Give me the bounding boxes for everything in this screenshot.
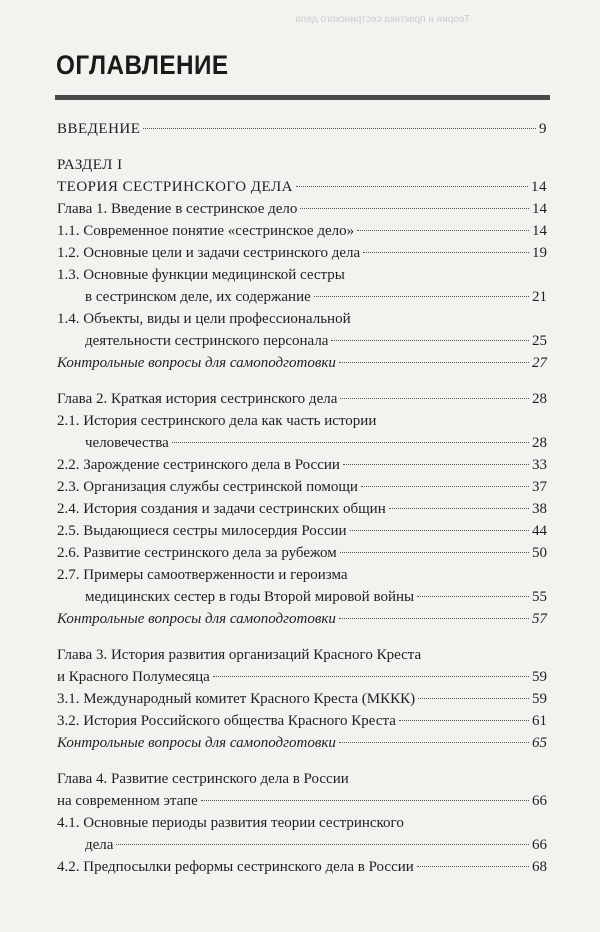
toc-entry-1-1 xyxy=(57,220,547,242)
chapter-title: Глава 1. Введение в сестринское дело xyxy=(57,201,298,217)
toc-entry-1-4-line1: 1.4. Объекты, виды и цели профессиональной xyxy=(57,311,351,327)
toc-leader xyxy=(350,530,529,531)
toc-entry-2-1-line1: 2.1. История сестринского дела как часть истории xyxy=(57,413,377,429)
toc-entry-ch3-questions xyxy=(57,732,547,754)
chapter-title: и Красного Полумесяца xyxy=(57,669,210,685)
toc-leader xyxy=(201,800,529,801)
toc-entry-4-1-line1: 4.1. Основные периоды развития теории сестринского xyxy=(57,815,404,831)
toc-page-number: 66 xyxy=(532,793,547,809)
toc-entry-title: 2.4. История создания и задачи сестринских общин xyxy=(57,501,386,517)
toc-entry-title: ВВЕДЕНИЕ xyxy=(57,121,141,137)
toc-entry-title: 2.5. Выдающиеся сестры милосердия России xyxy=(57,523,347,539)
toc-leader xyxy=(389,508,529,509)
toc-entry-chapter2 xyxy=(57,388,547,410)
toc-page-number: 44 xyxy=(532,523,547,539)
toc-entry-intro xyxy=(57,118,547,140)
toc-page-number: 19 xyxy=(532,245,547,261)
toc-entry-2-1 xyxy=(57,432,547,454)
chapter-title: на современном этапе xyxy=(57,793,198,809)
toc-entry-4-2 xyxy=(57,856,547,878)
section-title: ТЕОРИЯ СЕСТРИНСКОГО ДЕЛА xyxy=(57,179,293,195)
toc-entry-2-7 xyxy=(57,586,547,608)
toc-page-number: 65 xyxy=(532,735,547,751)
toc-leader xyxy=(343,464,529,465)
toc-leader xyxy=(339,742,529,743)
toc-leader xyxy=(361,486,529,487)
toc-leader xyxy=(143,128,536,129)
toc-entry-title: 2.2. Зарождение сестринского дела в России xyxy=(57,457,340,473)
toc-entry-title: 4.2. Предпосылки реформы сестринского дела в России xyxy=(57,859,414,875)
toc-entry-title: 1.1. Современное понятие «сестринское дело» xyxy=(57,223,355,239)
toc-leader xyxy=(417,866,529,867)
toc-entry-title: Контрольные вопросы для самоподготовки xyxy=(57,735,336,751)
toc-entry-title: дела xyxy=(85,837,114,853)
toc-entry-title: 1.2. Основные цели и задачи сестринского дела xyxy=(57,245,361,261)
toc-page-number: 68 xyxy=(532,859,547,875)
toc-page-number: 14 xyxy=(532,223,547,239)
chapter4-title-line1: Глава 4. Развитие сестринского дела в России xyxy=(57,771,349,787)
running-head: Теория и практика сестринского дела xyxy=(295,14,470,25)
toc-page-number: 27 xyxy=(532,355,547,371)
toc-entry-chapter4 xyxy=(57,790,547,812)
toc-entry-2-7-line1: 2.7. Примеры самоотверженности и героизма xyxy=(57,567,348,583)
toc-leader xyxy=(172,442,529,443)
toc-page-number: 25 xyxy=(532,333,547,349)
toc-entry-1-3 xyxy=(57,286,547,308)
toc-page-number: 57 xyxy=(532,611,547,627)
chapter3-title-line1: Глава 3. История развития организаций Красного Креста xyxy=(57,647,422,663)
toc-leader xyxy=(339,618,529,619)
toc-entry-4-1 xyxy=(57,834,547,856)
title-rule xyxy=(55,95,550,100)
toc-page-number: 14 xyxy=(532,201,547,217)
chapter-title: Глава 2. Краткая история сестринского дела xyxy=(57,391,338,407)
toc-entry-title: 2.6. Развитие сестринского дела за рубежом xyxy=(57,545,337,561)
toc-entry-2-5 xyxy=(57,520,547,542)
toc-entry-2-4 xyxy=(57,498,547,520)
toc-leader xyxy=(357,230,529,231)
toc-entry-1-3-line1: 1.3. Основные функции медицинской сестры xyxy=(57,267,345,283)
toc-entry-3-2 xyxy=(57,710,547,732)
toc-entry-section1 xyxy=(57,176,547,198)
toc-entry-title: Контрольные вопросы для самоподготовки xyxy=(57,611,336,627)
toc-entry-3-1 xyxy=(57,688,547,710)
toc-page-number: 59 xyxy=(532,691,547,707)
toc-page-number: 50 xyxy=(532,545,547,561)
section-label: РАЗДЕЛ I xyxy=(57,157,123,173)
toc-leader xyxy=(340,552,529,553)
toc-entry-2-6 xyxy=(57,542,547,564)
toc-entry-chapter3 xyxy=(57,666,547,688)
toc-leader xyxy=(340,398,529,399)
toc-page-number: 21 xyxy=(532,289,547,305)
toc-page-number: 9 xyxy=(539,121,547,137)
toc-entry-title: 3.2. История Российского общества Красного Креста xyxy=(57,713,396,729)
table-of-contents xyxy=(57,118,547,878)
toc-entry-ch1-questions xyxy=(57,352,547,374)
toc-leader xyxy=(314,296,529,297)
toc-entry-ch2-questions xyxy=(57,608,547,630)
toc-entry-title: человечества xyxy=(85,435,169,451)
toc-page-number: 61 xyxy=(532,713,547,729)
toc-entry-title: 3.1. Международный комитет Красного Креста (МККК) xyxy=(57,691,416,707)
toc-leader xyxy=(213,676,529,677)
toc-entry-title: Контрольные вопросы для самоподготовки xyxy=(57,355,336,371)
toc-leader xyxy=(417,596,529,597)
page-title: ОГЛАВЛЕНИЕ xyxy=(56,50,229,80)
toc-page-number: 28 xyxy=(532,391,547,407)
toc-page-number: 33 xyxy=(532,457,547,473)
toc-page-number: 37 xyxy=(532,479,547,495)
toc-leader xyxy=(116,844,529,845)
toc-leader xyxy=(363,252,529,253)
toc-entry-1-2 xyxy=(57,242,547,264)
toc-leader xyxy=(399,720,529,721)
toc-entry-title: 2.3. Организация службы сестринской помощи xyxy=(57,479,358,495)
toc-page-number: 28 xyxy=(532,435,547,451)
toc-leader xyxy=(339,362,529,363)
toc-entry-chapter1 xyxy=(57,198,547,220)
toc-page-number: 14 xyxy=(531,179,547,195)
toc-entry-title: медицинских сестер в годы Второй мировой войны xyxy=(85,589,415,605)
toc-page-number: 38 xyxy=(532,501,547,517)
toc-entry-title: в сестринском деле, их содержание xyxy=(85,289,311,305)
toc-entry-2-3 xyxy=(57,476,547,498)
toc-leader xyxy=(331,340,529,341)
toc-entry-2-2 xyxy=(57,454,547,476)
toc-page-number: 66 xyxy=(532,837,547,853)
toc-entry-title: деятельности сестринского персонала xyxy=(85,333,329,349)
toc-entry-1-4 xyxy=(57,330,547,352)
toc-page-number: 55 xyxy=(532,589,547,605)
toc-leader xyxy=(300,208,529,209)
toc-leader xyxy=(418,698,529,699)
toc-leader xyxy=(296,186,528,187)
toc-page-number: 59 xyxy=(532,669,547,685)
